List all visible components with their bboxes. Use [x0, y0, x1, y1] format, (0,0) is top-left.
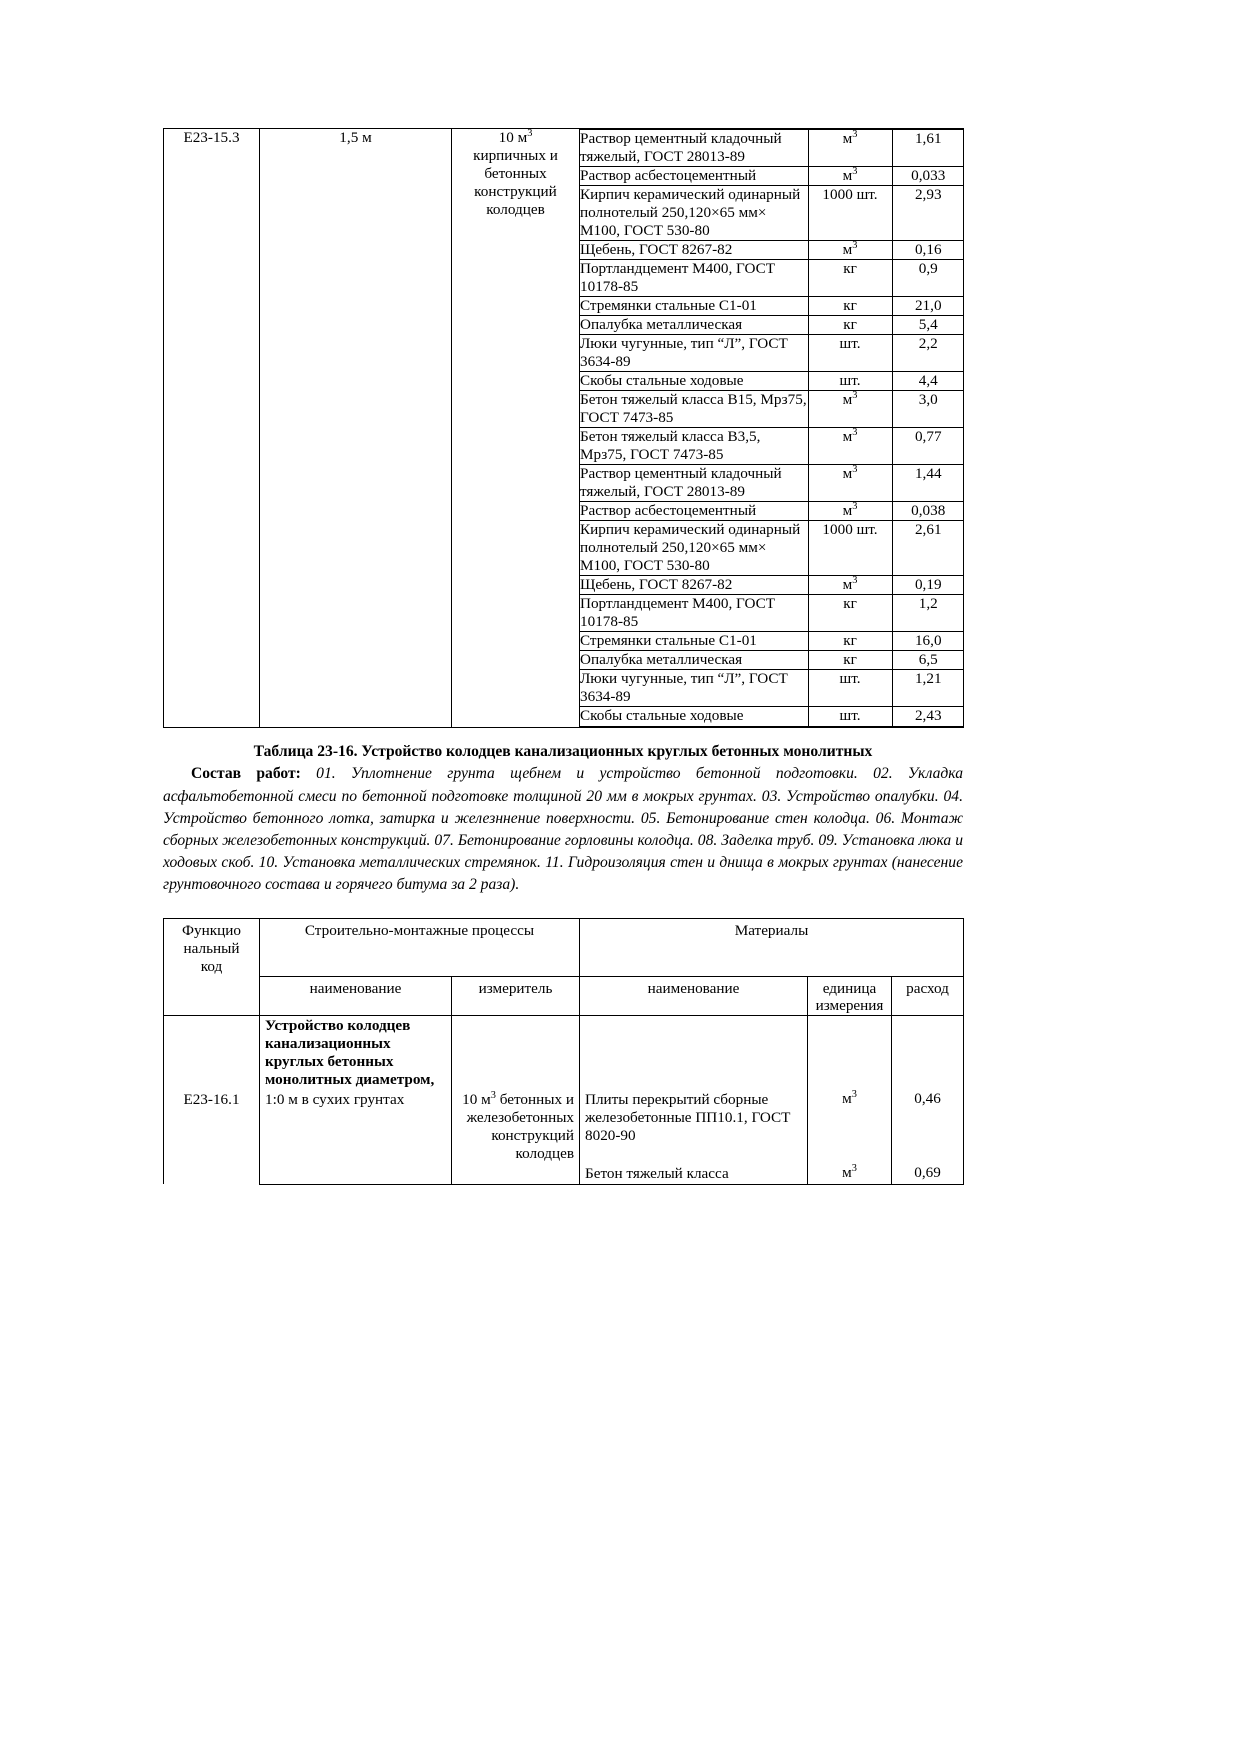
material-consumption: 0,9 [892, 260, 964, 297]
row-unit-2: $м^3$ [808, 1164, 892, 1185]
table-title: Таблица 23-16. Устройство колодцев канализационных круглых бетонных монолитных [253, 742, 873, 760]
material-row [580, 707, 964, 726]
material-consumption: 0,19 [892, 576, 964, 595]
material-consumption: 3,0 [892, 391, 964, 428]
material-row [580, 167, 964, 186]
materials-table-23-16 [163, 918, 964, 1185]
row-process-name: 1:0 м в сухих грунтах [260, 1090, 452, 1164]
header-process-meter: измеритель [452, 976, 580, 1015]
material-unit: кг [808, 297, 892, 316]
meter-cell [452, 129, 580, 728]
work-composition-paragraph [163, 763, 963, 896]
meter-superscript: 3 [527, 127, 533, 139]
material-row [580, 632, 964, 651]
material-consumption: 6,5 [892, 651, 964, 670]
header-functional-code: Функцио нальный код [164, 919, 260, 977]
header-process-name: наименование [260, 976, 452, 1015]
material-unit: шт. [808, 335, 892, 372]
material-unit: кг [808, 651, 892, 670]
material-row [580, 260, 964, 297]
row-meter-empty [452, 1015, 580, 1090]
row-functional-code: Е23-16.1 [164, 1015, 260, 1184]
row-material-empty [580, 1015, 808, 1090]
material-name: Портландцемент М400, ГОСТ 10178-85 [580, 595, 808, 632]
material-row [580, 391, 964, 428]
header-code-spacer [164, 976, 260, 1015]
material-name: Скобы стальные ходовые [580, 372, 808, 391]
materials-table-continued [163, 128, 964, 728]
header-materials-group: Материалы [580, 919, 964, 977]
material-unit: шт. [808, 707, 892, 726]
material-row [580, 130, 964, 167]
material-name: Раствор асбестоцементный [580, 167, 808, 186]
header-material-unit: единица измерения [808, 976, 892, 1015]
material-name: Стремянки стальные С1-01 [580, 297, 808, 316]
material-consumption: 5,4 [892, 316, 964, 335]
functional-code-cell: Е23-15.3 [164, 129, 260, 728]
material-name: Кирпич керамический одинарный полнотелый 250,120×65 мм× М100, ГОСТ 530-80 [580, 521, 808, 576]
material-consumption: 1,2 [892, 595, 964, 632]
material-unit: кг [808, 632, 892, 651]
material-unit: 1000 шт. [808, 186, 892, 241]
material-name: Скобы стальные ходовые [580, 707, 808, 726]
material-name: Кирпич керамический одинарный полнотелый 250,120×65 мм× М100, ГОСТ 530-80 [580, 186, 808, 241]
material-consumption: 4,4 [892, 372, 964, 391]
work-composition-text: 01. Уплотнение грунта щебнем и устройство бетонной подготовки. 02. Укладка асфальтобетонной смеси по бетонной подготовке толщиной 20 мм в мокрых грунтах. 03. Устройство опалубки. 04. Устройство бетонного лотка, затирка и железннение поверхности. 05. Бетонирование стен колодца. 06. Монтаж сборных железобетонных конструкций. 07. Бетонирование горловины колодца. 08. Заделка труб. 09. Установка люка и ходовых скоб. 10. Установка металлических стремянок. 11. Гидроизоляция стен и днища в мокрых грунтах (нанесение грунтовочного состава и горячего битума за 2 раза). [163, 765, 963, 894]
material-name: Портландцемент М400, ГОСТ 10178-85 [580, 260, 808, 297]
material-consumption: 2,2 [892, 335, 964, 372]
header-material-name: наименование [580, 976, 808, 1015]
material-name: Бетон тяжелый класса В15, Мрз75, ГОСТ 7473-85 [580, 391, 807, 427]
process-name-cell: 1,5 м [260, 129, 452, 728]
material-name: Бетон тяжелый класса В3,5, Мрз75, ГОСТ 7473-85 [580, 428, 808, 465]
material-name: Люки чугунные, тип “Л”, ГОСТ 3634-89 [580, 670, 808, 707]
material-unit: шт. [808, 670, 892, 707]
table-row [164, 1164, 964, 1185]
work-composition-label: Состав работ: [191, 765, 301, 783]
material-row [580, 372, 964, 391]
row-qty-2: 0,69 [892, 1164, 964, 1185]
material-row [580, 576, 964, 595]
material-consumption: 1,61 [892, 130, 964, 167]
row-material-name-2: Бетон тяжелый класса [580, 1164, 808, 1185]
material-unit: $м^3$ [808, 167, 892, 186]
material-row [580, 651, 964, 670]
material-row [580, 521, 964, 576]
material-unit: $м^3$ [808, 241, 892, 260]
material-row [580, 316, 964, 335]
material-consumption: 1,21 [892, 670, 964, 707]
table-row [164, 1090, 964, 1164]
material-row [580, 428, 964, 465]
row-unit-empty [808, 1015, 892, 1090]
material-row [580, 297, 964, 316]
row-material-name: Плиты перекрытий сборные железобетонные ПП10.1, ГОСТ 8020-90 [580, 1090, 808, 1164]
material-name: Раствор асбестоцементный [580, 502, 808, 521]
material-unit: кг [808, 595, 892, 632]
row-qty-empty [892, 1015, 964, 1090]
material-unit: $м^3$ [808, 502, 892, 521]
material-consumption: 2,93 [892, 186, 964, 241]
material-unit: $м^3$ [808, 465, 892, 502]
material-unit: $м^3$ [808, 428, 892, 465]
material-unit: кг [808, 316, 892, 335]
page-content [163, 0, 963, 1185]
material-row [580, 595, 964, 632]
material-unit: кг [808, 260, 892, 297]
table-header-row-group [164, 919, 964, 977]
materials-cell [580, 129, 964, 728]
material-name: Раствор цементный кладочный тяжелый, ГОСТ 28013-89 [580, 465, 808, 502]
header-material-qty: расход [892, 976, 964, 1015]
row-qty: 0,46 [892, 1090, 964, 1164]
material-consumption: 21,0 [892, 297, 964, 316]
material-name: Щебень, ГОСТ 8267-82 [580, 576, 808, 595]
material-name: Люки чугунные, тип “Л”, ГОСТ 3634-89 [580, 335, 808, 372]
materials-inner-table [580, 129, 964, 727]
meter-text-rest: кирпичных и бетонных конструкций колодцев [473, 147, 558, 219]
material-consumption: 0,038 [892, 502, 964, 521]
material-consumption: 0,77 [892, 428, 964, 465]
row-meter-2 [452, 1164, 580, 1185]
table-caption-block [163, 742, 963, 897]
material-row [580, 670, 964, 707]
material-unit: $м^3$ [808, 576, 892, 595]
material-name: Опалубка металлическая [580, 651, 808, 670]
row-unit: $м^3$ [808, 1090, 892, 1164]
material-unit: $м^3$ [808, 130, 892, 167]
material-name: Раствор цементный кладочный тяжелый, ГОСТ 28013-89 [580, 130, 808, 167]
material-row [580, 465, 964, 502]
material-name: Стремянки стальные С1-01 [580, 632, 808, 651]
material-consumption: 1,44 [892, 465, 964, 502]
row-process-name-bold: Устройство колодцев канализационных круглых бетонных монолитных диаметром, [260, 1015, 452, 1090]
material-row [580, 186, 964, 241]
material-consumption: 16,0 [892, 632, 964, 651]
table-row [164, 129, 964, 728]
row-process-name-2 [260, 1164, 452, 1185]
material-unit: 1000 шт. [808, 521, 892, 576]
header-processes-group: Строительно-монтажные процессы [260, 919, 580, 977]
meter-text: 10 $м^3$ [498, 127, 533, 146]
material-unit: $м^3$ [808, 391, 892, 428]
material-name: Опалубка металлическая [580, 316, 808, 335]
material-consumption: 0,033 [892, 167, 964, 186]
row-meter: 10 $м^3$ бетонных и железобетонных конструкций колодцев [452, 1090, 580, 1164]
material-name: Щебень, ГОСТ 8267-82 [580, 241, 808, 260]
table-row [164, 1015, 964, 1090]
material-row [580, 335, 964, 372]
material-row [580, 241, 964, 260]
material-consumption: 2,43 [892, 707, 964, 726]
material-consumption: 2,61 [892, 521, 964, 576]
material-row [580, 502, 964, 521]
material-consumption: 0,16 [892, 241, 964, 260]
material-unit: шт. [808, 372, 892, 391]
table-subheader-row [164, 976, 964, 1015]
